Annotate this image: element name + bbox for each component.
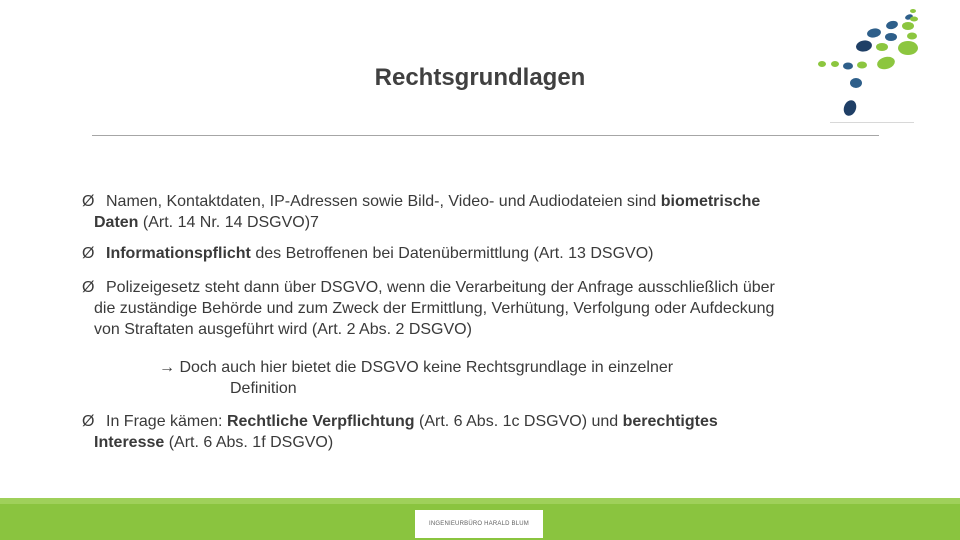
bullet-text: von Straftaten ausgeführt wird (Art. 2 Abs. 2 DSGVO) <box>94 321 472 338</box>
note-text: Definition <box>230 380 297 397</box>
arrowhead-bullet-icon: Ø <box>82 245 95 262</box>
bullet-text: (Art. 6 Abs. 1f DSGVO) <box>164 434 334 451</box>
bullet-information-duty <box>82 243 653 264</box>
bullet-bold-text: biometrische <box>660 193 761 210</box>
arrowhead-bullet-icon: Ø <box>82 413 95 430</box>
logo-underline <box>830 122 914 123</box>
bullet-text: (Art. 6 Abs. 1c DSGVO) und <box>414 413 623 430</box>
bullet-text: Namen, Kontaktdaten, IP-Adressen sowie Bild-, Video- und Audiodateien sind <box>106 193 661 210</box>
arrowhead-bullet-icon: Ø <box>82 193 95 210</box>
bullet-bold-text: berechtigtes <box>622 413 718 430</box>
bullet-bold-text: Daten <box>94 214 139 231</box>
bullet-text: des Betroffenen bei Datenübermittlung (Art. 13 DSGVO) <box>250 245 654 262</box>
bullet-bold-text: Informationspflicht <box>106 245 251 262</box>
title-divider <box>92 135 879 136</box>
bullet-bold-text: Rechtliche Verpflichtung <box>226 413 415 430</box>
bullet-biometric-data <box>82 191 760 233</box>
bullet-text: (Art. 14 Nr. 14 DSGVO)7 <box>138 214 319 231</box>
bullet-police-law <box>82 277 775 340</box>
footer-highlight <box>0 498 960 504</box>
bullet-text: die zuständige Behörde und zum Zweck der Ermittlung, Verhütung, Verfolgung oder Aufdeckung <box>94 300 775 317</box>
bullet-text: In Frage kämen: <box>106 413 227 430</box>
bullet-legal-basis <box>82 411 718 453</box>
slide-title: Rechtsgrundlagen <box>374 64 586 91</box>
bullet-text: Polizeigesetz steht dann über DSGVO, wenn die Verarbeitung der Anfrage ausschließlich über <box>106 279 775 296</box>
arrowhead-bullet-icon: Ø <box>82 279 95 296</box>
note-text: Doch auch hier bietet die DSGVO keine Rechtsgrundlage in einzelner <box>179 359 674 376</box>
footer-company-name: INGENIEURBÜRO HARALD BLUM <box>428 521 529 527</box>
arrow-note <box>159 357 673 399</box>
bullet-bold-text: Interesse <box>94 434 165 451</box>
dot-cluster-logo <box>812 6 922 128</box>
footer-label-box <box>415 510 543 538</box>
right-arrow-icon: → <box>159 359 175 376</box>
footer-bar <box>0 498 960 540</box>
